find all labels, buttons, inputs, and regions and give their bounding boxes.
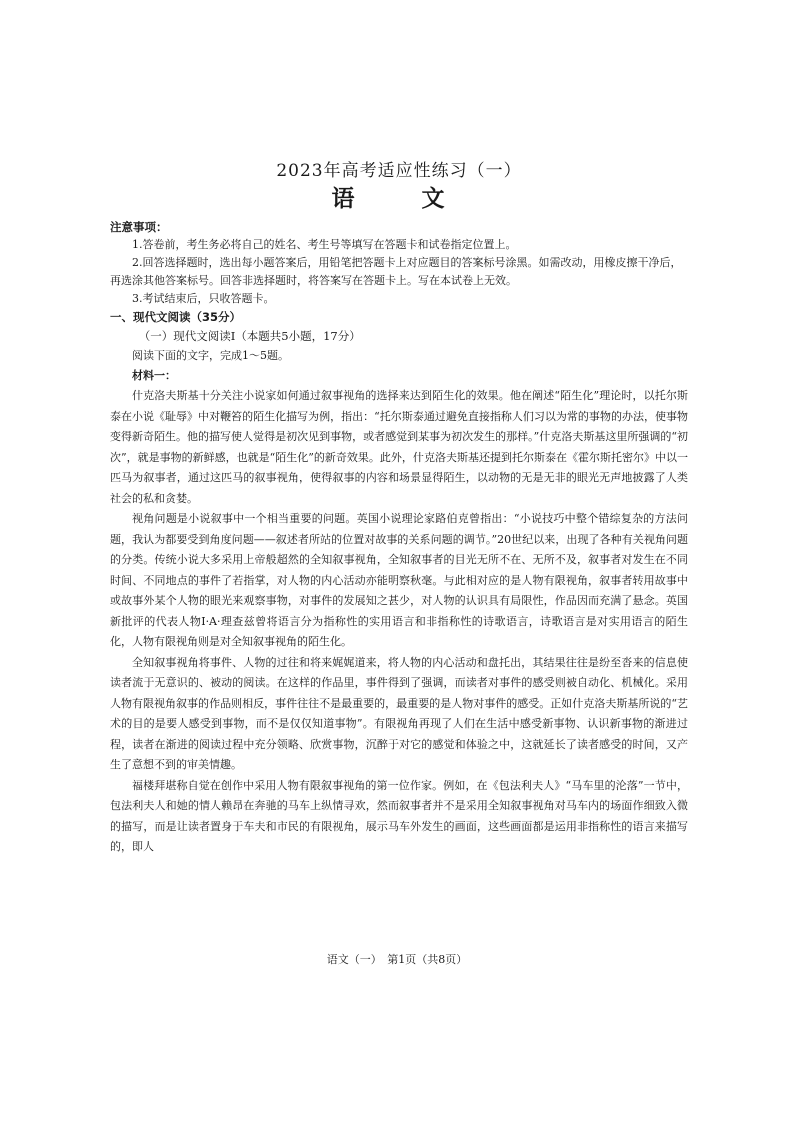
material-label: 材料一： (132, 369, 176, 382)
note-item-1: 1.答卷前，考生务必将自己的姓名、考生号等填写在答题卡和试卷指定位置上。 (132, 238, 517, 251)
note-item-3: 3.考试结束后，只收答题卡。 (132, 292, 275, 305)
passage-paragraph-4: 福楼拜堪称自觉在创作中采用人物有限叙事视角的第一位作家。例如，在《包法利夫人》“马车里的沦落”一节中，包法利夫人和她的情人赖昂在奔驰的马车上纵情寻欢，然而叙事者并不是采用全知叙事视角对马车内的场面作细致入微的描写，而是让读者置身于车夫和市民的有限视角，展示马车外发生的画面，这些画面都是运用非指称性的语言来描写的，即人 (110, 778, 688, 853)
section-heading: 一、现代文阅读（35分） (110, 310, 242, 324)
passage-paragraph-1: 什克洛夫斯基十分关注小说家如何通过叙事视角的选择来达到陌生化的效果。他在阐述“陌生化”理论时，以托尔斯泰在小说《耻辱》中对鞭笞的陌生化描写为例，指出：“托尔斯泰通过避免直接指称人们习以为常的事物的办法，使事物变得新奇陌生。他的描写使人觉得是初次见到事物，或者感觉到某事为初次发生的那样。”什克洛夫斯基这里所强调的“初次”，就是事物的新鲜感，也就是“陌生化”的新奇效果。此外，什克洛夫斯基还提到托尔斯泰在《霍尔斯托密尔》中以一匹马为叙事者，通过这匹马的叙事视角，使得叙事的内容和场景显得陌生，以动物的无是无非的眼光无声地披露了人类社会的私和贪婪。 (110, 389, 688, 505)
passage-paragraph-2: 视角问题是小说叙事中一个相当重要的问题。英国小说理论家路伯克曾指出：“小说技巧中整个错综复杂的方法问题，我认为都要受到角度问题——叙述者所站的位置对故事的关系问题的调节。”20世纪以来，出现了各种有关视角问题的分类。传统小说大多采用上帝般超然的全知叙事视角，全知叙事者的目光无所不在、无所不及，叙事者对发生在不同时间、不同地点的事件了若指掌，对人物的内心活动亦能明察秋毫。与此相对应的是人物有限视角，叙事者转用故事中或故事外某个人物的眼光来观察事物，对事件的发展知之甚少，对人物的认识具有局限性，作品因而充满了悬念。英国新批评的代表人物I·A·理查兹曾将语言分为指称性的实用语言和非指称性的诗歌语言，诗歌语言是对实用语言的陌生化，人物有限视角则是对全知叙事视角的陌生化。 (110, 512, 688, 648)
passage-paragraph-3: 全知叙事视角将事件、人物的过往和将来娓娓道来，将人物的内心活动和盘托出，其结果往往是纷至沓来的信息使读者流于无意识的、被动的阅读。在这样的作品里，事件得到了强调，而读者对事件的感受则被自动化、机械化。采用人物有限视角叙事的作品则相反，事件往往不是最重要的，最重要的是人物对事件的感受。正如什克洛夫斯基所说的“艺术的目的是要人感受到事物，而不是仅仅知道事物”。有限视角再现了人们在生活中感受新事物、认识新事物的渐进过程，读者在渐进的阅读过程中充分领略、欣赏事物，沉醉于对它的感觉和体验之中，这就延长了读者感受的时间，又产生了意想不到的审美情趣。 (110, 655, 688, 771)
note-item-2: 2.回答选择题时，选出每小题答案后，用铅笔把答题卡上对应题目的答案标号涂黑。如需改动，用橡皮擦干净后，再选涂其他答案标号。回答非选择题时，将答案写在答题卡上。写在本试卷上无效。 (110, 256, 682, 287)
notes-heading: 注意事项： (110, 220, 168, 234)
reading-instruction: 阅读下面的文字，完成1～5题。 (132, 349, 289, 362)
exam-page (110, 160, 688, 858)
subject-title: 语 文 (331, 185, 467, 212)
page-footer: 语文（一） 第1页（共8页） (326, 953, 468, 966)
subsection-heading: （一）现代文阅读Ⅰ（本题共5小题，17分） (138, 329, 361, 343)
exam-title: 2023年高考适应性练习（一） (276, 161, 522, 181)
